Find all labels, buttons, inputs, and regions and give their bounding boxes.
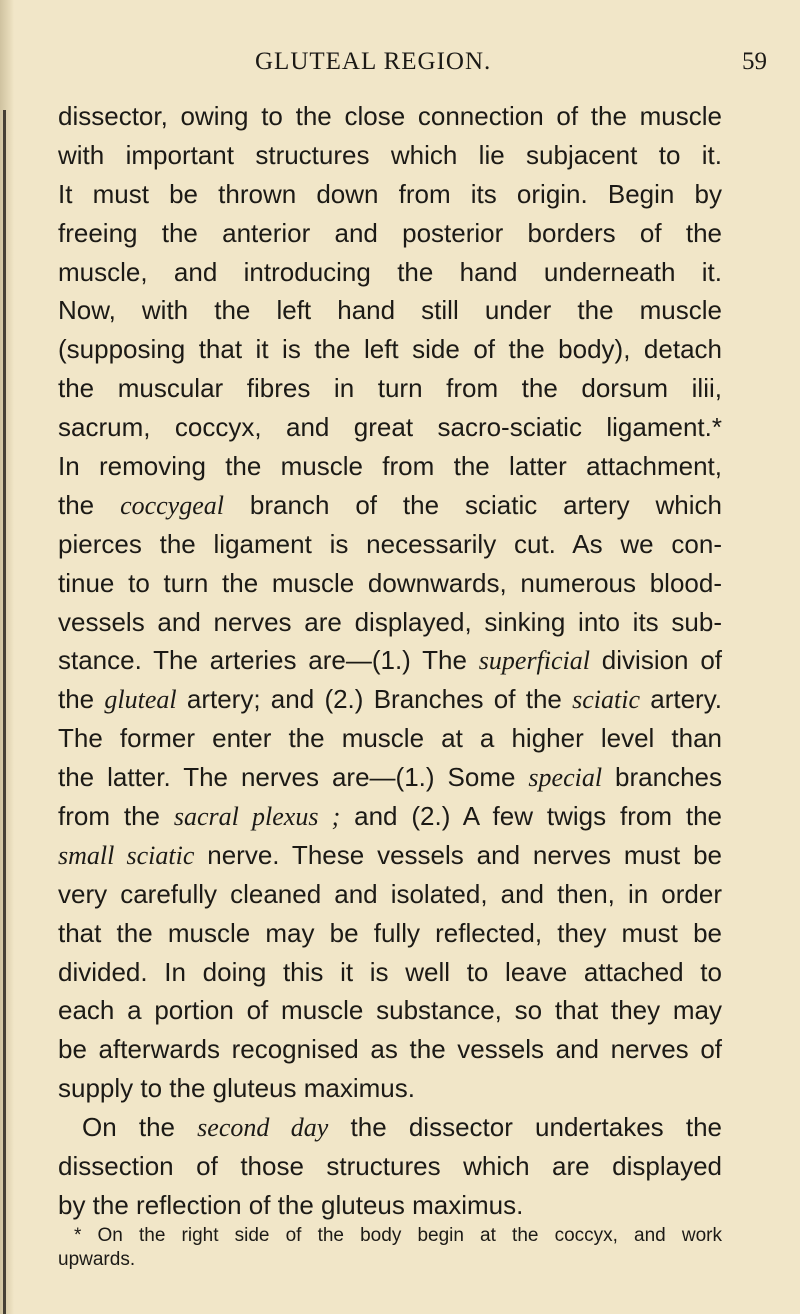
text-line: each a portion of muscle substance, so that they may [58, 995, 722, 1026]
text-line: dissector, owing to the close connection of the muscle [58, 101, 722, 131]
text-line: In removing the muscle from the latter attachment, [58, 451, 722, 482]
text-line: Now, with the left hand still under the muscle [58, 295, 722, 326]
text-line: from the sacral plexus ; and (2.) A few twigs from the [58, 801, 722, 832]
text-line: divided. In doing this it is well to leave attached to [58, 956, 722, 987]
text-line: stance. The arteries are—(1.) The superficial division of [58, 645, 722, 676]
binding-edge-line [3, 110, 6, 1314]
text-line: the latter. The nerves are—(1.) Some special branches [58, 762, 722, 793]
footnote-line: * On the right side of the body begin at the coccyx, and work [74, 1225, 722, 1246]
text-line: freeing the anterior and posterior borders of the [58, 217, 722, 248]
text-line: with important structures which lie subjacent to it. [58, 139, 722, 170]
italic-term: coccygeal [120, 490, 224, 520]
text-line: muscle, and introducing the hand underneath it. [58, 256, 722, 287]
text-line: dissection of those structures which are displayed [58, 1151, 722, 1182]
text-line: the muscular fibres in turn from the dorsum ilii, [58, 373, 722, 404]
body-text [58, 97, 722, 1225]
page-number: 59 [742, 48, 767, 75]
text-line: the gluteal artery; and (2.) Branches of the sciatic artery. [58, 684, 723, 715]
footnote-line: upwards. [58, 1249, 136, 1270]
italic-term: sciatic [572, 685, 640, 715]
italic-term: gluteal [104, 685, 177, 715]
text-line: (supposing that it is the left side of the body), detach [58, 334, 722, 365]
text-line: by the reflection of the gluteus maximus. [58, 1189, 524, 1220]
text-line: It must be thrown down from its origin. Begin by [58, 178, 722, 209]
italic-term: superficial [478, 646, 590, 676]
text-line: On the second day the dissector undertakes the [82, 1112, 722, 1143]
text-line: sacrum, coccyx, and great sacro-sciatic ligament.* [58, 412, 722, 443]
text-line: small sciatic nerve. These vessels and nerves must be [58, 839, 722, 870]
text-line: The former enter the muscle at a higher level than [58, 723, 722, 754]
running-title: GLUTEAL REGION. [255, 48, 492, 75]
text-line: tinue to turn the muscle downwards, numerous blood- [58, 567, 722, 598]
text-line: pierces the ligament is necessarily cut. As we con- [58, 528, 722, 559]
italic-term: special [528, 763, 603, 793]
text-line: be afterwards recognised as the vessels and nerves of [58, 1034, 722, 1065]
text-line: vessels and nerves are displayed, sinking into its sub- [58, 606, 722, 637]
text-line: the coccygeal branch of the sciatic artery which [58, 489, 722, 520]
text-line: very carefully cleaned and isolated, and then, in order [58, 878, 722, 909]
running-header [0, 48, 800, 88]
italic-term: sacral plexus ; [173, 802, 341, 832]
text-line: supply to the gluteus maximus. [58, 1073, 415, 1104]
footnote [58, 1224, 722, 1272]
italic-term: small sciatic [58, 840, 195, 870]
text-line: that the muscle may be fully reflected, they must be [58, 917, 722, 948]
italic-term: second day [197, 1113, 329, 1143]
